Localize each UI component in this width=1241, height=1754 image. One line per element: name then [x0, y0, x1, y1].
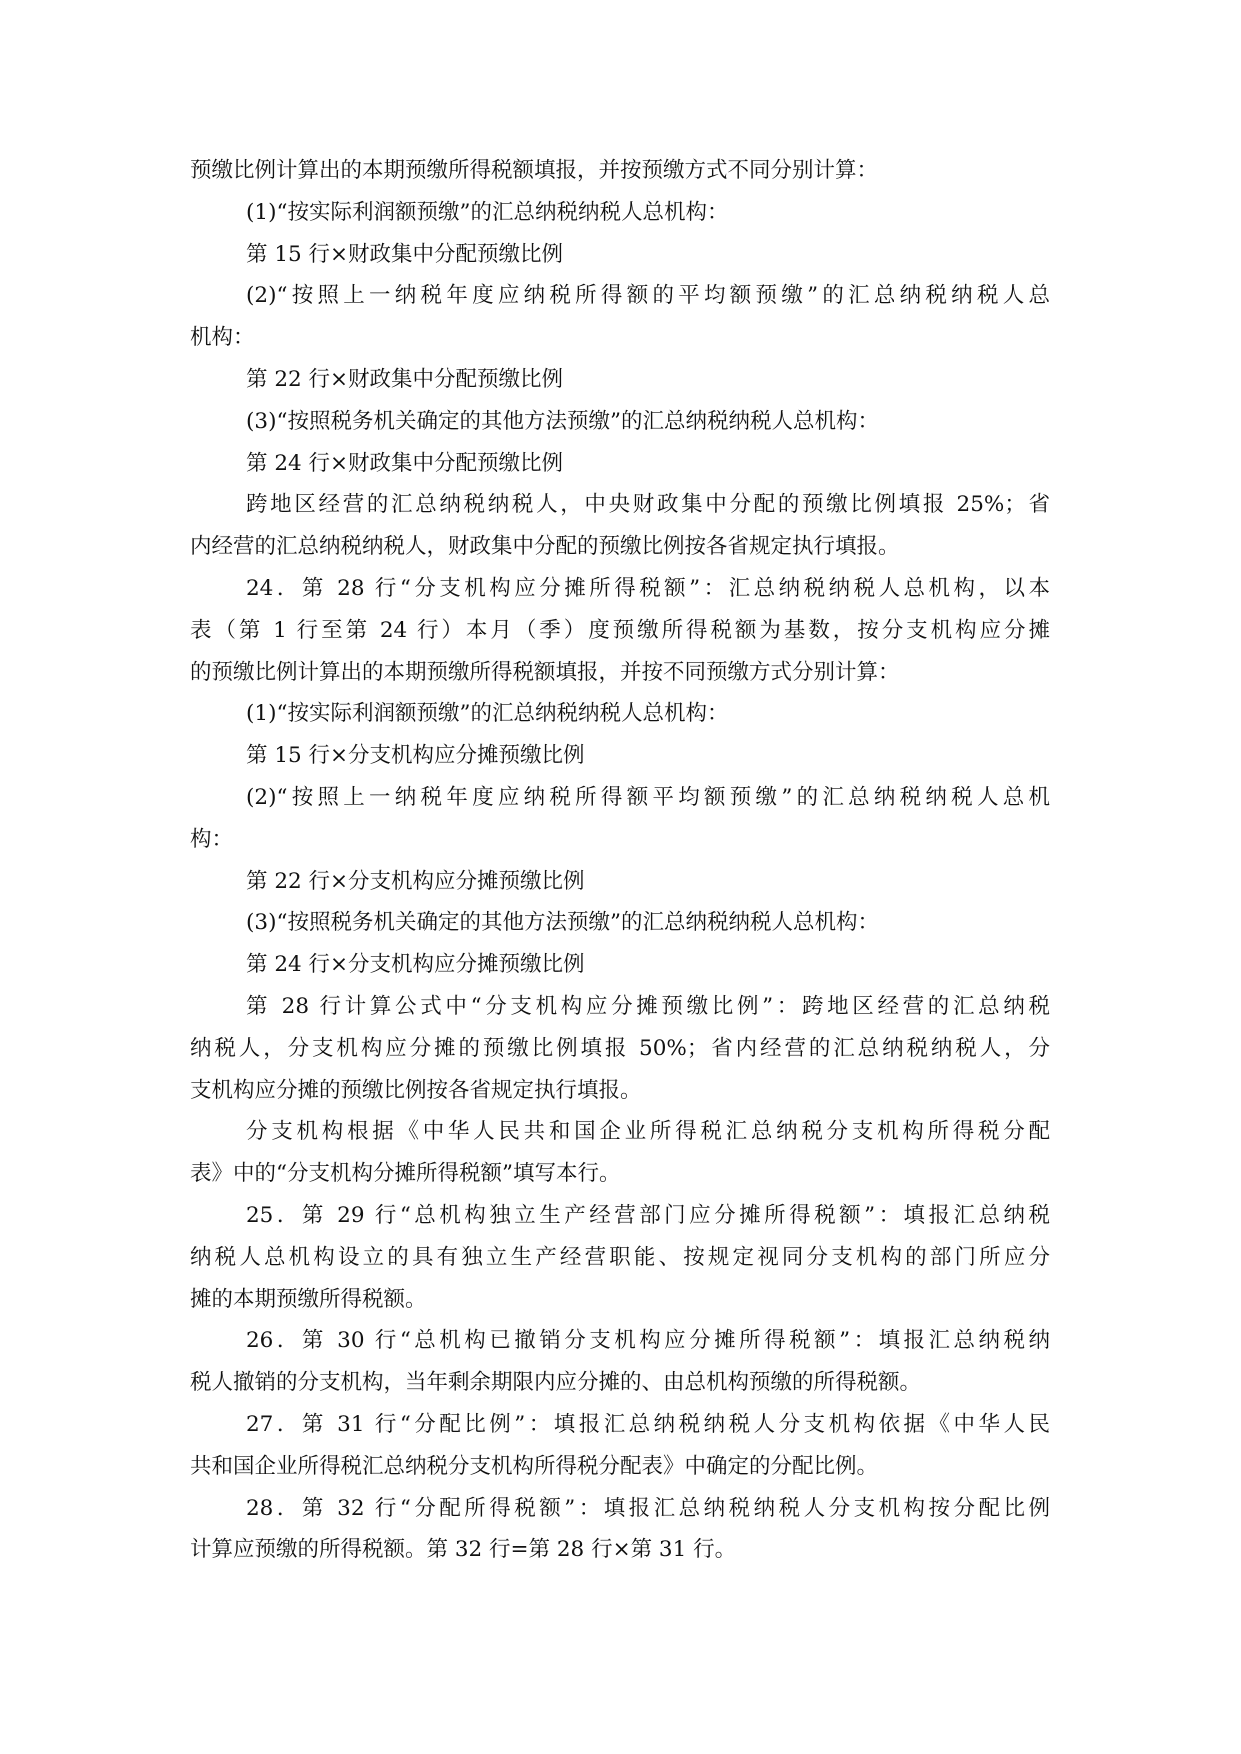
text-line: (3)“按照税务机关确定的其他方法预缴”的汇总纳税纳税人总机构：	[246, 408, 879, 434]
text-line: (2)“按照上一纳税年度应纳税所得额的平均额预缴”的汇总纳税纳税人总	[246, 283, 1050, 309]
text-line: 构：	[190, 826, 234, 852]
text-line: (2)“按照上一纳税年度应纳税所得额平均额预缴”的汇总纳税纳税人总机	[246, 784, 1050, 810]
text-line: 24．第 28 行“分支机构应分摊所得税额”：汇总纳税纳税人总机构，以本	[246, 575, 1050, 601]
text-line: 摊的本期预缴所得税额。	[190, 1286, 427, 1312]
text-line: 第 28 行计算公式中“分支机构应分摊预缴比例”：跨地区经营的汇总纳税	[246, 993, 1050, 1019]
text-line: 分支机构根据《中华人民共和国企业所得税汇总纳税分支机构所得税分配	[246, 1119, 1050, 1145]
text-line: 28．第 32 行“分配所得税额”：填报汇总纳税纳税人分支机构按分配比例	[246, 1495, 1050, 1521]
text-line: (3)“按照税务机关确定的其他方法预缴”的汇总纳税纳税人总机构：	[246, 910, 879, 936]
text-line: (1)“按实际利润额预缴”的汇总纳税纳税人总机构：	[246, 701, 729, 727]
text-line: 第 22 行×分支机构应分摊预缴比例	[246, 868, 585, 894]
document-page	[190, 150, 1050, 1571]
text-line: 纳税人，分支机构应分摊的预缴比例填报 50%；省内经营的汇总纳税纳税人，分	[190, 1035, 1050, 1061]
text-line: 26．第 30 行“总机构已撤销分支机构应分摊所得税额”：填报汇总纳税纳	[246, 1328, 1050, 1354]
text-line: (1)“按实际利润额预缴”的汇总纳税纳税人总机构：	[246, 199, 729, 225]
text-line: 第 24 行×财政集中分配预缴比例	[246, 450, 564, 476]
text-line: 第 15 行×分支机构应分摊预缴比例	[246, 743, 585, 769]
text-line: 表》中的“分支机构分摊所得税额”填写本行。	[190, 1161, 621, 1187]
text-line: 25．第 29 行“总机构独立生产经营部门应分摊所得税额”：填报汇总纳税	[246, 1202, 1050, 1228]
text-line: 共和国企业所得税汇总纳税分支机构所得税分配表》中确定的分配比例。	[190, 1453, 879, 1479]
text-line: 第 24 行×分支机构应分摊预缴比例	[246, 952, 585, 978]
text-line: 预缴比例计算出的本期预缴所得税额填报，并按预缴方式不同分别计算：	[190, 158, 879, 183]
text-line: 27．第 31 行“分配比例”：填报汇总纳税纳税人分支机构依据《中华人民	[246, 1411, 1050, 1437]
text-line: 的预缴比例计算出的本期预缴所得税额填报，并按不同预缴方式分别计算：	[190, 659, 900, 685]
text-line: 表（第 1 行至第 24 行）本月（季）度预缴所得税额为基数，按分支机构应分摊	[190, 617, 1050, 643]
text-line: 支机构应分摊的预缴比例按各省规定执行填报。	[190, 1077, 642, 1103]
text-line: 税人撤销的分支机构，当年剩余期限内应分摊的、由总机构预缴的所得税额。	[190, 1370, 922, 1396]
text-line: 机构：	[190, 325, 255, 351]
text-line: 跨地区经营的汇总纳税纳税人，中央财政集中分配的预缴比例填报 25%；省	[246, 492, 1050, 518]
text-line: 内经营的汇总纳税纳税人，财政集中分配的预缴比例按各省规定执行填报。	[190, 534, 900, 560]
text-line: 计算应预缴的所得税额。第 32 行=第 28 行×第 31 行。	[190, 1537, 737, 1563]
text-line: 纳税人总机构设立的具有独立生产经营职能、按规定视同分支机构的部门所应分	[190, 1244, 1050, 1270]
text-line: 第 15 行×财政集中分配预缴比例	[246, 241, 564, 267]
text-line: 第 22 行×财政集中分配预缴比例	[246, 366, 564, 392]
